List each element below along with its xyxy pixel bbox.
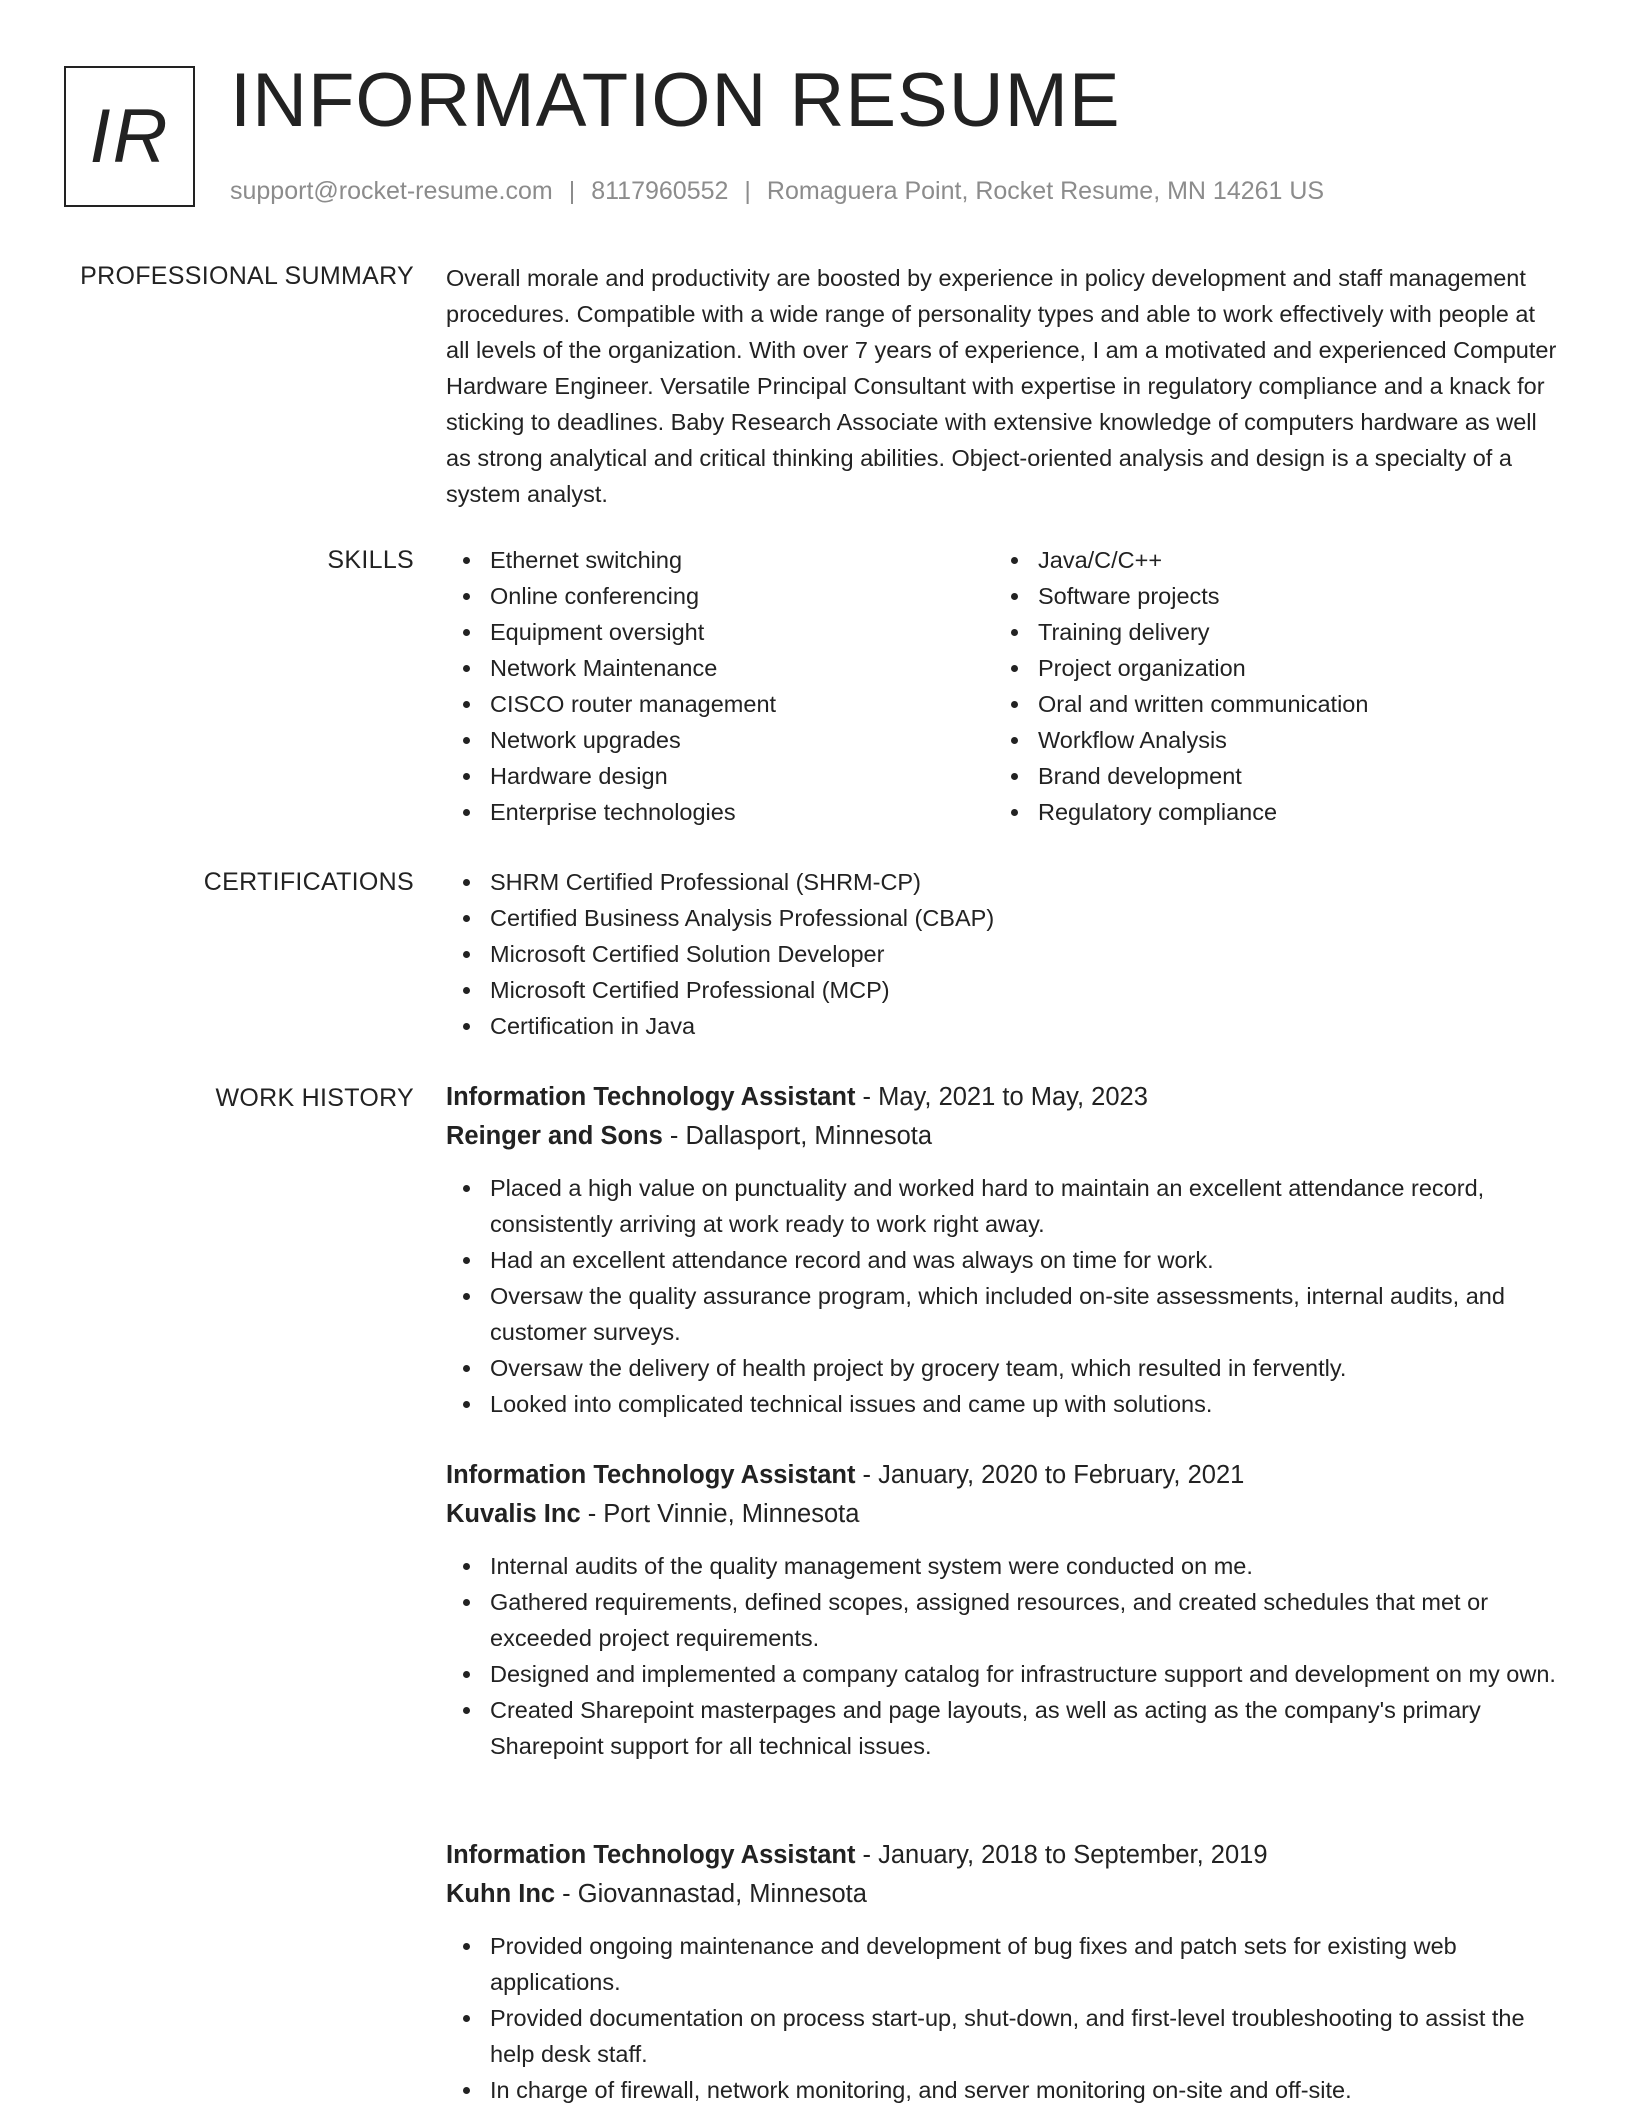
job-entry [446, 1078, 1562, 1422]
job-company: Kuvalis Inc [446, 1500, 581, 1528]
job-dates: - January, 2018 to September, 2019 [855, 1841, 1268, 1869]
job-duty-item: Gathered requirements, defined scopes, assigned resources, and created schedules that met or exceeded project requirements. [446, 1584, 1562, 1656]
certification-item: Microsoft Certified Solution Developer [446, 936, 1562, 972]
job-title-line [446, 1456, 1562, 1495]
skill-item: Hardware design [446, 758, 994, 794]
skill-item: Equipment oversight [446, 614, 994, 650]
job-location: - Dallasport, Minnesota [662, 1122, 933, 1150]
skill-item: Project organization [994, 650, 1542, 686]
skills-body [446, 542, 1562, 830]
contact-separator: | [744, 177, 751, 205]
job-title: Information Technology Assistant [446, 1083, 856, 1111]
skill-item: Software projects [994, 578, 1542, 614]
skill-item: Online conferencing [446, 578, 994, 614]
contact-email[interactable]: support@rocket-resume.com [230, 177, 553, 205]
job-title-line [446, 1836, 1562, 1875]
job-duty-item: Oversaw the quality assurance program, which included on-site assessments, internal audits, and customer surveys. [446, 1278, 1562, 1350]
skill-item: CISCO router management [446, 686, 994, 722]
job-duty-item: Provided ongoing maintenance and development of bug fixes and patch sets for existing web applications. [446, 1928, 1562, 2000]
job-company-line [446, 1495, 1562, 1534]
job-duty-item: Placed a high value on punctuality and worked hard to maintain an excellent attendance record, consistently arriving at work ready to work right away. [446, 1170, 1562, 1242]
work-history-heading: WORK HISTORY [215, 1084, 414, 1112]
job-entry [446, 1836, 1562, 2108]
job-duty-item: Designed and implemented a company catalog for infrastructure support and development on my own. [446, 1656, 1562, 1692]
skill-item: Network Maintenance [446, 650, 994, 686]
contact-separator: | [568, 177, 576, 205]
summary-body [446, 260, 1562, 512]
summary-text: Overall morale and productivity are boosted by experience in policy development and staff management procedures. Compatible with a wide range of personality types and able to work effectively with people at all levels of the organization. With over 7 years of experience, I am a motivated and experienced Computer Hardware Engineer. Versatile Principal Consultant with expertise in regulatory compliance and a knack for sticking to deadlines. Baby Research Associate with extensive knowledge of computers hardware as well as strong analytical and critical thinking abilities. Object-oriented analysis and design is a specialty of a system analyst. [446, 265, 1557, 507]
job-title: Information Technology Assistant [446, 1841, 856, 1869]
monogram-text: IR [89, 94, 170, 179]
job-duties-list [446, 1170, 1562, 1422]
job-title: Information Technology Assistant [446, 1461, 856, 1489]
job-duty-item: Looked into complicated technical issues and came up with solutions. [446, 1386, 1562, 1422]
job-company-line [446, 1875, 1562, 1914]
skill-item: Ethernet switching [446, 542, 994, 578]
resume-title: INFORMATION RESUME [230, 58, 1121, 143]
skill-item: Brand development [994, 758, 1542, 794]
skills-list-right [994, 542, 1542, 830]
job-company-line [446, 1117, 1562, 1156]
job-duties-list [446, 1928, 1562, 2108]
job-company: Reinger and Sons [446, 1122, 663, 1150]
contact-phone[interactable]: 8117960552 [591, 177, 729, 205]
contact-line [230, 174, 1324, 208]
certifications-heading: CERTIFICATIONS [203, 868, 414, 896]
certifications-body [446, 864, 1562, 1044]
certification-item: SHRM Certified Professional (SHRM-CP) [446, 864, 1562, 900]
skill-item: Network upgrades [446, 722, 994, 758]
skill-item: Training delivery [994, 614, 1542, 650]
job-title-line [446, 1078, 1562, 1117]
job-duty-item: Oversaw the delivery of health project by grocery team, which resulted in fervently. [446, 1350, 1562, 1386]
skill-item: Java/C/C++ [994, 542, 1542, 578]
skill-item: Regulatory compliance [994, 794, 1542, 830]
contact-address: Romaguera Point, Rocket Resume, MN 14261 US [766, 177, 1325, 205]
job-dates: - January, 2020 to February, 2021 [855, 1461, 1245, 1489]
certifications-list [446, 864, 1562, 1044]
certification-item: Certification in Java [446, 1008, 1562, 1044]
job-company: Kuhn Inc [446, 1880, 556, 1908]
skill-item: Enterprise technologies [446, 794, 994, 830]
certification-item: Certified Business Analysis Professional (CBAP) [446, 900, 1562, 936]
summary-heading: PROFESSIONAL SUMMARY [80, 262, 414, 290]
job-duties-list [446, 1548, 1562, 1764]
job-duty-item: Had an excellent attendance record and was always on time for work. [446, 1242, 1562, 1278]
skills-list-left [446, 542, 994, 830]
skill-item: Workflow Analysis [994, 722, 1542, 758]
job-location: - Port Vinnie, Minnesota [580, 1500, 860, 1528]
skill-item: Oral and written communication [994, 686, 1542, 722]
job-duty-item: Created Sharepoint masterpages and page layouts, as well as acting as the company's primary Sharepoint support for all technical issues. [446, 1692, 1562, 1764]
skills-heading: SKILLS [327, 546, 414, 574]
certification-item: Microsoft Certified Professional (MCP) [446, 972, 1562, 1008]
job-dates: - May, 2021 to May, 2023 [855, 1083, 1148, 1111]
monogram-logo [64, 66, 195, 207]
job-duty-item: In charge of firewall, network monitoring, and server monitoring on-site and off-site. [446, 2072, 1562, 2108]
job-location: - Giovannastad, Minnesota [555, 1880, 867, 1908]
job-entry [446, 1456, 1562, 1764]
job-duty-item: Internal audits of the quality management system were conducted on me. [446, 1548, 1562, 1584]
job-duty-item: Provided documentation on process start-up, shut-down, and first-level troubleshooting to assist the help desk staff. [446, 2000, 1562, 2072]
